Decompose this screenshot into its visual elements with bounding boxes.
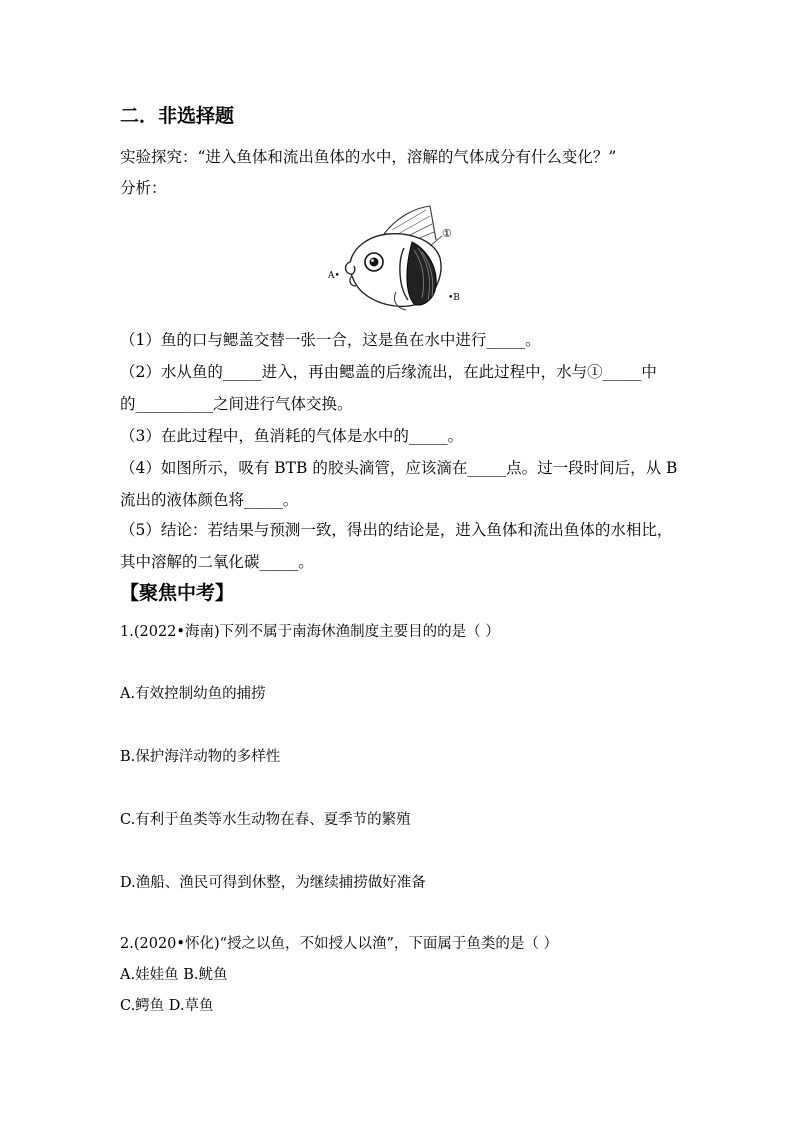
q2-stem: 2.(2020•怀化)“授之以鱼，不如授人以渔”，下面属于鱼类的是（ ） — [120, 936, 559, 952]
item-3: （3）在此过程中，鱼消耗的气体是水中的_____。 — [120, 427, 464, 445]
item-5-cont: 其中溶解的二氧化碳_____。 — [120, 553, 314, 571]
focus-title: 【聚焦中考】 — [120, 582, 235, 604]
q2-options-cd: C.鳄鱼 D.草鱼 — [120, 998, 214, 1014]
section-intro: 实验探究：“进入鱼体和流出鱼体的水中，溶解的气体成分有什么变化？” — [120, 148, 617, 166]
q2-options-ab: A.娃娃鱼 B.鱿鱼 — [120, 967, 228, 983]
label-b: •B — [448, 293, 460, 303]
fish-pupil — [370, 258, 379, 267]
label-a: A• — [328, 271, 340, 281]
fish-eye-highlight — [371, 259, 374, 262]
q1-stem: 1.(2022•海南)下列不属于南海休渔制度主要目的的是（ ） — [120, 624, 500, 640]
q1-option-a: A.有效控制幼鱼的捕捞 — [120, 686, 266, 702]
item-5: （5）结论：若结果与预测一致，得出的结论是，进入鱼体和流出鱼体的水相比， — [120, 521, 673, 539]
item-2-cont: 的__________之间进行气体交换。 — [120, 395, 353, 413]
item-2: （2）水从鱼的_____进入，再由鳃盖的后缘流出，在此过程中，水与①_____中 — [120, 363, 657, 381]
item-1: （1）鱼的口与鳃盖交替一张一合，这是鱼在水中进行_____。 — [120, 331, 541, 349]
item-4: （4）如图所示，吸有 BTB 的胶头滴管，应该滴在_____点。过一段时间后，从 B — [120, 459, 678, 477]
label-1: ① — [442, 227, 452, 240]
analysis-label: 分析： — [120, 179, 167, 197]
section-title: 二．非选择题 — [120, 105, 235, 127]
q1-option-d: D.渔船、渔民可得到休整，为继续捕捞做好准备 — [120, 875, 426, 891]
q1-option-c: C.有利于鱼类等水生动物在春、夏季节的繁殖 — [120, 812, 411, 828]
fish-gill-figure — [326, 200, 466, 312]
item-4-cont: 流出的液体颜色将_____。 — [120, 491, 299, 509]
q1-option-b: B.保护海洋动物的多样性 — [120, 749, 281, 765]
